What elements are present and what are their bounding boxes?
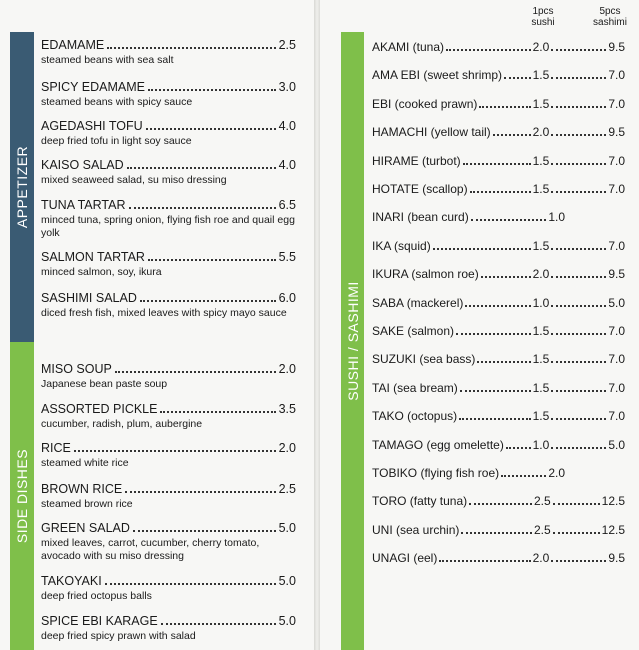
- menu-item-name: BROWN RICE: [41, 482, 123, 496]
- side-dishes-section-label: SIDE DISHES: [14, 448, 30, 544]
- menu-item-price: 5.0: [278, 521, 296, 535]
- sushi-item: [372, 296, 625, 311]
- menu-item-price: 3.0: [278, 80, 296, 94]
- sashimi-price: 12.5: [601, 494, 625, 509]
- sushi-item-name: EBI (cooked prawn): [372, 96, 478, 111]
- menu-item-description: steamed beans with spicy sauce: [41, 96, 193, 108]
- menu-item-name: MISO SOUP: [41, 362, 112, 376]
- dot-leader: [551, 134, 606, 136]
- dot-leader: [74, 450, 276, 452]
- dot-leader: [125, 491, 275, 493]
- dot-leader: [465, 305, 530, 307]
- menu-item: [41, 574, 296, 603]
- sashimi-price: 9.5: [608, 551, 625, 566]
- menu-item-price: 5.0: [278, 614, 296, 628]
- dot-leader: [471, 219, 547, 221]
- menu-item-name: EDAMAME: [41, 38, 105, 52]
- sashimi-price: 7.0: [608, 153, 625, 168]
- sashimi-price: 7.0: [608, 352, 625, 367]
- menu-item-row: [41, 80, 296, 95]
- sashimi-price: 7.0: [608, 324, 625, 338]
- menu-item-price: 4.0: [278, 119, 296, 133]
- sashimi-type-header: sashimi: [593, 17, 627, 28]
- sushi-price: 2.0: [532, 125, 550, 140]
- sashimi-price: 7.0: [608, 238, 625, 253]
- sashimi-price: 7.0: [608, 68, 625, 83]
- menu-item: [41, 614, 296, 643]
- sushi-item: [372, 40, 625, 55]
- sashimi-price: 5.0: [608, 295, 625, 310]
- menu-item-name: RICE: [41, 441, 71, 455]
- sushi-item-name: UNI (sea urchin): [372, 522, 460, 537]
- dot-leader: [107, 47, 275, 49]
- menu-item-price: 2.0: [278, 441, 296, 455]
- sushi-price: 1.5: [532, 352, 550, 367]
- sushi-item: [372, 352, 625, 367]
- sushi-item: [372, 97, 625, 112]
- sushi-price: 2.0: [532, 551, 550, 566]
- menu-item-price: 6.0: [278, 291, 296, 305]
- menu-item-description: mixed leaves, carrot, cucumber, cherry tomato, avocado with su miso dressing: [41, 537, 260, 562]
- menu-item-row: [41, 482, 296, 497]
- menu-item-price: 3.5: [278, 402, 296, 416]
- dot-leader: [551, 106, 606, 108]
- sashimi-price: 7.0: [608, 96, 625, 111]
- menu-item-description: minced salmon, soy, ikura: [41, 266, 162, 278]
- menu-item-name: TUNA TARTAR: [41, 198, 126, 212]
- sushi-item: [372, 523, 625, 538]
- menu-item-row: [41, 362, 296, 377]
- menu-item-description: steamed beans with sea salt: [41, 54, 174, 66]
- sushi-item: [372, 182, 625, 197]
- dot-leader: [160, 411, 275, 413]
- sushi-item-name: HIRAME (turbot): [372, 153, 461, 168]
- dot-leader: [551, 77, 606, 79]
- sushi-count-header: 1pcs: [532, 6, 554, 17]
- menu-item-description: steamed white rice: [41, 457, 129, 469]
- sushi-price: 1.0: [532, 437, 550, 452]
- dot-leader: [479, 106, 530, 108]
- sushi-item: [372, 466, 625, 481]
- sushi-item-name: INARI (bean curd): [372, 210, 469, 225]
- dot-leader: [146, 128, 276, 130]
- sushi-price: 2.5: [533, 494, 551, 509]
- sushi-item-name: TORO (fatty tuna): [372, 494, 468, 509]
- sushi-item: [372, 438, 625, 453]
- sushi-item: [372, 409, 625, 424]
- sushi-item-name: TOBIKO (flying fish roe): [372, 466, 500, 480]
- menu-item-row: [41, 158, 296, 173]
- sushi-item-name: AKAMI (tuna): [372, 40, 445, 54]
- menu-item-price: 5.5: [278, 250, 296, 264]
- sushi-item-name: HOTATE (scallop): [372, 182, 468, 196]
- sushi-price: 1.5: [532, 409, 550, 424]
- menu-item-row: [41, 402, 296, 417]
- sashimi-price: 12.5: [601, 522, 625, 537]
- appetizer-section-band: [10, 32, 34, 342]
- sushi-price: 1.5: [532, 182, 550, 196]
- dot-leader: [551, 49, 606, 51]
- menu-item-row: [41, 250, 296, 265]
- menu-item-name: SASHIMI SALAD: [41, 291, 137, 305]
- dot-leader: [105, 583, 276, 585]
- menu-item-name: KAISO SALAD: [41, 158, 124, 172]
- sushi-item: [372, 68, 625, 83]
- dot-leader: [461, 532, 532, 534]
- sushi-item-name: SAKE (salmon): [372, 324, 455, 338]
- menu-item-row: [41, 614, 296, 629]
- menu-item-description: diced fresh fish, mixed leaves with spicy mayo sauce: [41, 307, 287, 319]
- sashimi-price: 9.5: [608, 267, 625, 282]
- dot-leader: [553, 503, 600, 505]
- menu-item-price: 2.0: [278, 362, 296, 376]
- dot-leader: [469, 503, 532, 505]
- dot-leader: [551, 191, 606, 193]
- menu-item-row: [41, 119, 296, 134]
- dot-leader: [148, 89, 276, 91]
- sushi-item: [372, 154, 625, 169]
- dot-leader: [477, 361, 530, 363]
- sushi-item-name: SUZUKI (sea bass): [372, 352, 476, 367]
- menu-item: [41, 80, 296, 109]
- sushi-price: 1.5: [532, 380, 550, 395]
- sushi-item: [372, 551, 625, 566]
- sushi-item-name: IKURA (salmon roe): [372, 267, 479, 282]
- dot-leader: [504, 77, 531, 79]
- menu-item-description: steamed brown rice: [41, 498, 133, 510]
- dot-leader: [551, 361, 606, 363]
- menu-item-description: Japanese bean paste soup: [41, 378, 168, 390]
- sushi-item-name: TAKO (octopus): [372, 409, 458, 424]
- sushi-item: [372, 210, 625, 225]
- menu-item-name: AGEDASHI TOFU: [41, 119, 143, 133]
- dot-leader: [551, 248, 606, 250]
- menu-item-row: [41, 291, 296, 306]
- sashimi-price: 9.5: [608, 40, 625, 54]
- dot-leader: [551, 390, 606, 392]
- sushi-item: [372, 381, 625, 396]
- sashimi-count-header: 5pcs: [599, 6, 621, 17]
- sushi-price: 1.0: [532, 295, 550, 310]
- dot-leader: [433, 248, 531, 250]
- menu-item-name: SPICY EDAMAME: [41, 80, 145, 94]
- dot-leader: [551, 163, 606, 165]
- dot-leader: [470, 191, 531, 193]
- appetizer-section-label: APPETIZER: [14, 145, 30, 229]
- menu-item-description: cucumber, radish, plum, aubergine: [41, 418, 203, 430]
- sushi-price: 1.0: [548, 210, 565, 225]
- dot-leader: [463, 163, 531, 165]
- dot-leader: [140, 300, 276, 302]
- menu-item-name: TAKOYAKI: [41, 574, 102, 588]
- dot-leader: [129, 207, 276, 209]
- menu-item-row: [41, 574, 296, 589]
- sushi-price: 1.5: [532, 153, 550, 168]
- menu-item: [41, 198, 296, 240]
- sashimi-column-header: [588, 6, 632, 28]
- menu-item-description: deep fried tofu in light soy sauce: [41, 135, 192, 147]
- sashimi-price: 7.0: [608, 182, 625, 196]
- sushi-section-label: SUSHI / SASHIMI: [344, 281, 361, 401]
- sushi-item-name: SABA (mackerel): [372, 295, 464, 310]
- menu-item-name: GREEN SALAD: [41, 521, 130, 535]
- sashimi-price: 5.0: [608, 437, 625, 452]
- menu-item-row: [41, 521, 296, 536]
- menu-item: [41, 158, 296, 187]
- menu-item-price: 6.5: [278, 198, 296, 212]
- menu-item-row: [41, 441, 296, 456]
- sushi-item-name: TAI (sea bream): [372, 380, 458, 395]
- menu-item: [41, 482, 296, 511]
- sashimi-price: 9.5: [608, 125, 625, 140]
- dot-leader: [446, 49, 531, 51]
- sushi-price: 1.5: [532, 324, 550, 338]
- dot-leader: [459, 418, 530, 420]
- dot-leader: [148, 259, 276, 261]
- sushi-item: [372, 125, 625, 140]
- sushi-price: 2.0: [532, 40, 550, 54]
- sashimi-price: 7.0: [608, 409, 625, 424]
- sushi-price: 2.5: [533, 522, 551, 537]
- sushi-item-name: UNAGI (eel): [372, 551, 438, 566]
- menu-item: [41, 119, 296, 148]
- sushi-price: 1.5: [532, 238, 550, 253]
- dot-leader: [551, 418, 606, 420]
- sushi-item-name: TAMAGO (egg omelette): [372, 437, 504, 452]
- menu-item-name: ASSORTED PICKLE: [41, 402, 158, 416]
- sushi-item: [372, 239, 625, 254]
- menu-item: [41, 362, 296, 391]
- menu-item-description: minced tuna, spring onion, flying fish roe and quail egg yolk: [41, 214, 295, 239]
- dot-leader: [493, 134, 531, 136]
- sushi-item: [372, 324, 625, 339]
- dot-leader: [551, 305, 606, 307]
- dot-leader: [127, 167, 276, 169]
- dot-leader: [456, 333, 531, 335]
- menu-item: [41, 38, 296, 67]
- sushi-item-name: HAMACHI (yellow tail): [372, 125, 491, 140]
- menu-item-name: SALMON TARTAR: [41, 250, 145, 264]
- menu-item: [41, 291, 296, 320]
- sushi-item: [372, 267, 625, 282]
- sushi-type-header: sushi: [531, 17, 555, 28]
- menu-item-description: deep fried spicy prawn with salad: [41, 630, 196, 642]
- sushi-item-name: AMA EBI (sweet shrimp): [372, 68, 503, 83]
- dot-leader: [161, 623, 276, 625]
- menu-item-name: SPICE EBI KARAGE: [41, 614, 158, 628]
- sushi-price: 1.5: [532, 96, 550, 111]
- dot-leader: [551, 560, 606, 562]
- menu-item: [41, 250, 296, 279]
- page-fold: [314, 0, 320, 650]
- menu-item-description: mixed seaweed salad, su miso dressing: [41, 174, 227, 186]
- menu-item: [41, 402, 296, 431]
- dot-leader: [115, 371, 276, 373]
- dot-leader: [553, 532, 600, 534]
- menu-item-description: deep fried octopus balls: [41, 590, 152, 602]
- menu-item: [41, 521, 296, 563]
- dot-leader: [551, 333, 606, 335]
- dot-leader: [439, 560, 530, 562]
- dot-leader: [133, 530, 276, 532]
- menu-item-price: 5.0: [278, 574, 296, 588]
- dot-leader: [481, 276, 531, 278]
- menu-item-price: 2.5: [278, 38, 296, 52]
- dot-leader: [551, 447, 606, 449]
- dot-leader: [551, 276, 606, 278]
- side-dishes-section-band: [10, 342, 34, 650]
- dot-leader: [501, 475, 546, 477]
- sushi-column-header: [525, 6, 561, 28]
- dot-leader: [506, 447, 531, 449]
- menu-item-price: 2.5: [278, 482, 296, 496]
- sushi-item-name: IKA (squid): [372, 238, 431, 253]
- sushi-price: 2.0: [548, 466, 565, 480]
- menu-item-row: [41, 198, 296, 213]
- sushi-price: 1.5: [532, 68, 550, 83]
- menu-item-price: 4.0: [278, 158, 296, 172]
- menu-item-row: [41, 38, 296, 53]
- sushi-section-band: [341, 32, 364, 650]
- menu-item: [41, 441, 296, 470]
- sashimi-price: 7.0: [608, 380, 625, 395]
- dot-leader: [460, 390, 531, 392]
- sushi-price: 2.0: [532, 267, 550, 282]
- sushi-item: [372, 494, 625, 509]
